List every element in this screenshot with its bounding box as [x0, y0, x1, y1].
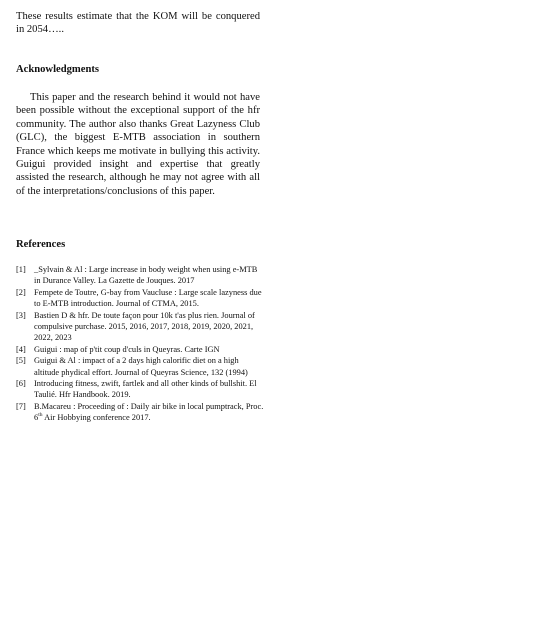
reference-text-before: B.Macareu : Proceeding of : Daily air bike in local pumptrack, Proc. 6 [34, 401, 264, 423]
acknowledgments-paragraph: This paper and the research behind it would not have been possible without the exceptional support of the hfr community. The author also thanks Great Lazyness Club (GLC), the biggest E-MTB association in southern France which keeps me motivate in bullying this activity. Guigui provided insight and expertise that greatly assisted the research, although he may not agree with all of the interpretations/conclusions of this paper. [16, 92, 260, 197]
reference-text: Guigui & Al : impact of a 2 days high calorific diet on a high altitude phydical effort. Journal of Queyras Science, 132 (1994) [34, 356, 248, 377]
reference-text: _Sylvain & Al : Large increase in body weight when using e-MTB in Durance Valley. La Gazette de Jouques. 2017 [34, 265, 258, 286]
acknowledgments-heading: Acknowledgments [16, 64, 99, 75]
reference-item [16, 264, 264, 287]
reference-number: [1] [16, 265, 26, 274]
reference-number: [2] [16, 287, 26, 297]
reference-item [16, 287, 264, 310]
reference-text: Guigui : map of p'tit coup d'culs in Queyras. Carte IGN [34, 344, 220, 354]
reference-item [16, 355, 264, 378]
reference-item [16, 344, 264, 355]
reference-number: [5] [16, 356, 26, 366]
reference-text: Introducing fitness, zwift, fartlek and all other kinds of bullshit. El Taulié. Hfr Handbook. 2019. [34, 379, 257, 400]
reference-superscript: th [38, 412, 43, 419]
references-list [16, 264, 264, 424]
acknowledgments-block [16, 91, 260, 198]
references-heading: References [16, 239, 66, 250]
reference-item [16, 401, 264, 424]
reference-number: [7] [16, 401, 26, 411]
reference-text: Bastien D & hfr. De toute façon pour 10k t'as plus rien. Journal of compulsive purchase. 2015, 2016, 2017, 2018, 2019, 2020, 2021, 2022, 2023 [34, 310, 255, 343]
reference-text: Fempete de Toutre, G-bay from Vaucluse : Large scale lazyness due to E-MTB introduction. Journal of CTMA, 2015. [34, 287, 262, 309]
reference-item [16, 378, 264, 401]
reference-item [16, 310, 264, 344]
reference-number: [6] [16, 379, 26, 389]
intro-paragraph-block [16, 10, 260, 37]
intro-paragraph: These results estimate that the KOM will be conquered in 2054….. [16, 11, 260, 36]
reference-text-after: Air Hobbying conference 2017. [42, 413, 151, 423]
reference-number: [4] [16, 344, 26, 354]
reference-number: [3] [16, 310, 26, 320]
